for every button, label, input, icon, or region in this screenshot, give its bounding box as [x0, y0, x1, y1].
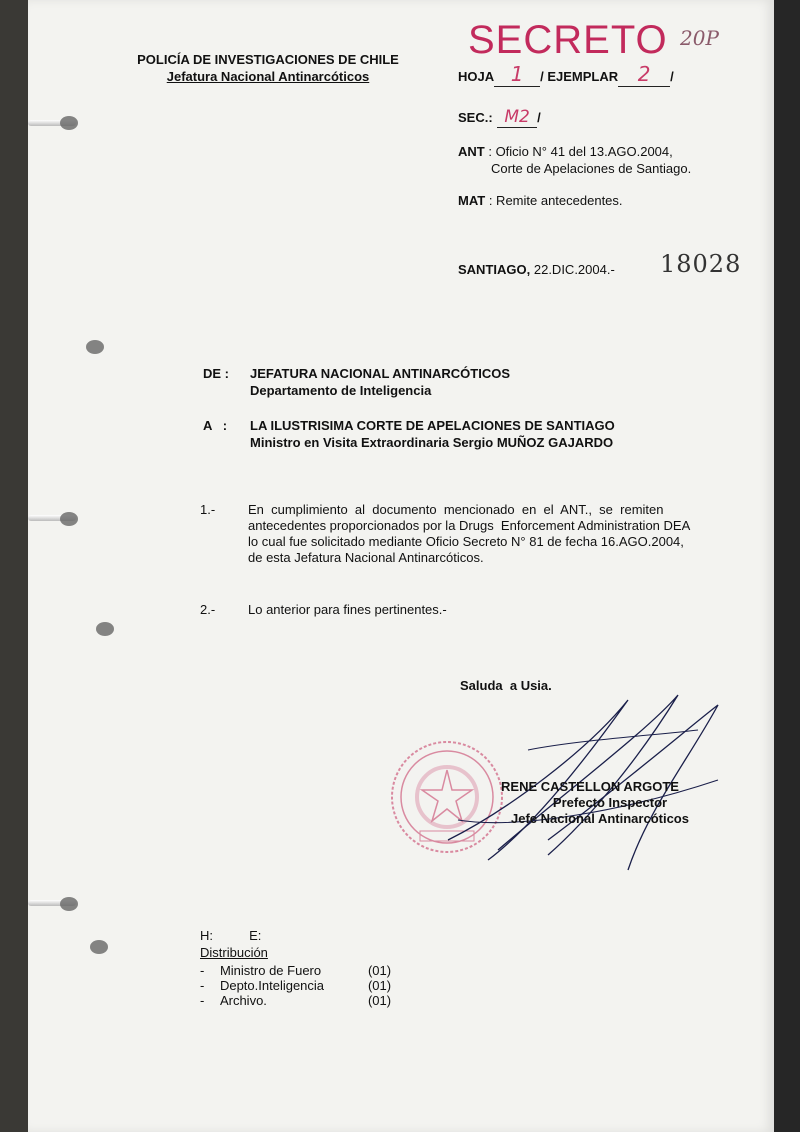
paragraph-2-number: 2.- [200, 602, 216, 617]
sec-label: SEC.: [458, 110, 493, 125]
to-block [250, 418, 615, 450]
binder-hole [96, 622, 114, 636]
paragraph-1-line-4: de esta Jefatura Nacional Antinarcóticos. [248, 550, 484, 565]
to-label: A : [203, 418, 228, 433]
from-label: DE : [203, 366, 229, 381]
ant-block [458, 144, 758, 176]
scanner-border-right [774, 0, 800, 1132]
from-line-2: Departamento de Inteligencia [250, 383, 432, 398]
salutation: Saluda a Usia. [460, 678, 552, 693]
distribution-list [200, 963, 391, 1008]
ejemplar-label: / EJEMPLAR [540, 69, 619, 84]
ant-line-2: Corte de Apelaciones de Santiago. [491, 161, 692, 176]
signer-rank: Prefecto Inspector [552, 795, 668, 810]
binder-hole [60, 897, 78, 911]
to-line-1: LA ILUSTRISIMA CORTE DE APELACIONES DE SANTIAGO [250, 418, 615, 433]
paragraph-1-number: 1.- [200, 502, 216, 517]
paragraph-2: Lo anterior para fines pertinentes.- [248, 602, 447, 617]
hoja-label: HOJA [458, 69, 495, 84]
sec-line: SEC.: M2 / [458, 107, 541, 127]
hoja-value: 1 [510, 62, 524, 86]
date-line [458, 262, 615, 277]
binder-hole [60, 512, 78, 526]
signer-name: RENE CASTELLON ARGOTE [501, 779, 679, 794]
from-line-1: JEFATURA NACIONAL ANTINARCÓTICOS [250, 366, 510, 381]
paragraph-1 [248, 502, 768, 566]
binder-hole [90, 940, 108, 954]
mat-text: : Remite antecedentes. [488, 193, 623, 208]
from-block [250, 366, 510, 398]
institution-name: POLICÍA DE INVESTIGACIONES DE CHILE [137, 52, 399, 67]
to-line-2: Ministro en Visita Extraordinaria Sergio MUÑOZ GAJARDO [250, 435, 614, 450]
binder-hole [60, 116, 78, 130]
institution-header [118, 52, 418, 84]
document-page [28, 0, 774, 1132]
list-item: - Ministro de Fuero (01) [200, 963, 392, 978]
list-item: - Depto.Inteligencia (01) [200, 978, 392, 993]
he-line: H: E: [200, 928, 262, 943]
scanner-border-left [0, 0, 28, 1132]
folio-mark: 20P [680, 26, 719, 50]
sheet-copy-line: HOJA 1 / EJEMPLAR 2 / [458, 62, 674, 86]
ejemplar-value: 2 [637, 62, 651, 86]
mat-label: MAT [458, 193, 486, 208]
ant-line-1: : Oficio N° 41 del 13.AGO.2004, [488, 144, 673, 159]
place-label: SANTIAGO, [458, 262, 531, 277]
document-number: 18028 [660, 250, 742, 278]
signer-position: Jefe Nacional Antinarcóticos [511, 811, 689, 826]
signature-block [460, 779, 720, 827]
paragraph-1-line-2: antecedentes proporcionados por la Drugs Enforcement Administration DEA [248, 518, 691, 533]
binder-hole [86, 340, 104, 354]
date-text: 22.DIC.2004.- [533, 262, 615, 277]
ant-label: ANT [458, 144, 485, 159]
department-name: Jefatura Nacional Antinarcóticos [166, 69, 370, 84]
paragraph-1-line-1: En cumplimiento al documento mencionado en el ANT., se remiten [248, 502, 664, 517]
mat-block [458, 193, 623, 208]
paragraph-1-line-3: lo cual fue solicitado mediante Oficio Secreto N° 81 de fecha 16.AGO.2004, [248, 534, 684, 549]
classification-stamp: SECRETO [468, 18, 668, 62]
sec-value: M2 [504, 107, 530, 127]
list-item: - Archivo. (01) [200, 993, 392, 1008]
distribution-title: Distribución [200, 945, 268, 960]
